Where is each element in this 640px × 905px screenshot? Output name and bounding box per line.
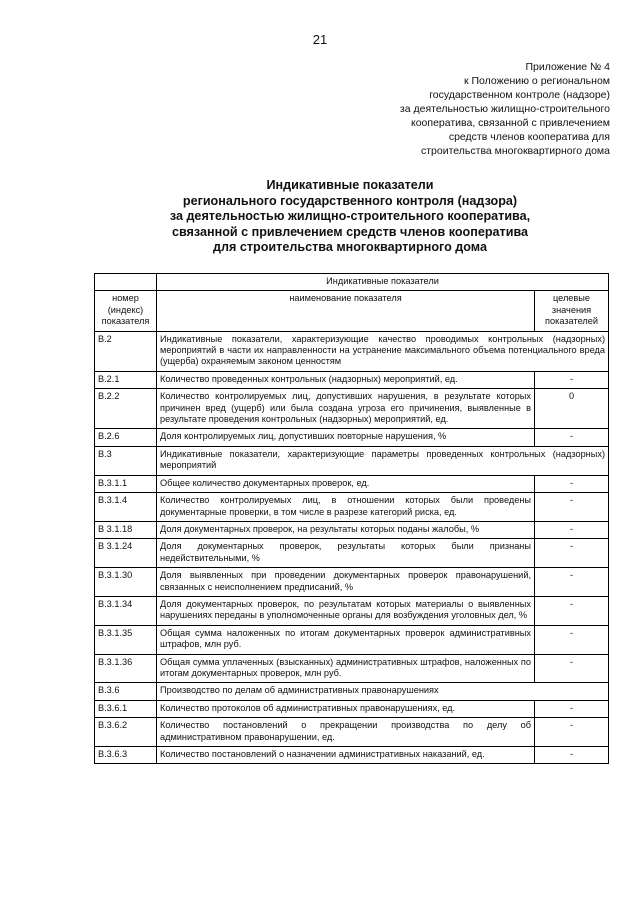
indicator-name: Общее количество документарных проверок, ед. xyxy=(157,475,535,492)
indicator-name: Количество протоколов об административных правонарушениях, ед. xyxy=(157,700,535,717)
document-title xyxy=(60,178,640,256)
table-row xyxy=(95,596,609,625)
indicator-name: Количество постановлений о назначении административных наказаний, ед. xyxy=(157,747,535,764)
appendix-line: строительства многоквартирного дома xyxy=(421,145,610,157)
table-row xyxy=(95,718,609,747)
table-row xyxy=(95,521,609,538)
title-line: Индикативные показатели xyxy=(266,178,434,192)
indicator-code: B.2.1 xyxy=(95,371,157,388)
indicator-code: B.3.1.30 xyxy=(95,568,157,597)
indicator-name: Доля документарных проверок, по результатам которых материалы о выявленных нарушениях переданы в уполномоченные органы для возбуждения уголовных дел, % xyxy=(157,596,535,625)
indicator-name: Общая сумма наложенных по итогам документарных проверок административных штрафов, млн руб. xyxy=(157,625,535,654)
table-row xyxy=(95,389,609,429)
indicators-table xyxy=(94,273,609,764)
indicator-code: B.2.2 xyxy=(95,389,157,429)
table-row xyxy=(95,683,609,700)
indicator-target-value: - xyxy=(535,654,609,683)
indicator-name: Количество контролируемых лиц, допустивших нарушения, в результате которых причинен вред (ущерб) или была создана угроза его причинения, выявленные в результате проведения контрольных (надзорных) мероприятий, ед. xyxy=(157,389,535,429)
table-row xyxy=(95,331,609,371)
table-row xyxy=(95,625,609,654)
appendix-line: средств членов кооператива для xyxy=(448,131,610,143)
table-row xyxy=(95,654,609,683)
indicator-code: B.3.1.34 xyxy=(95,596,157,625)
indicator-code: B.3.1.36 xyxy=(95,654,157,683)
indicator-target-value: - xyxy=(535,625,609,654)
header-empty-cell xyxy=(95,274,157,291)
indicator-code: B.3.6.3 xyxy=(95,747,157,764)
indicator-target-value: - xyxy=(535,747,609,764)
indicator-code: B.2.6 xyxy=(95,429,157,446)
table-row xyxy=(95,446,609,475)
indicator-name: Доля документарных проверок, результаты которых были признаны недействительными, % xyxy=(157,539,535,568)
appendix-line: к Положению о региональном xyxy=(463,75,610,87)
indicator-target-value: - xyxy=(535,596,609,625)
table-row xyxy=(95,493,609,522)
header-code: номер (индекс) показателя xyxy=(95,291,157,331)
indicator-code: B.3.6.1 xyxy=(95,700,157,717)
table-row xyxy=(95,747,609,764)
indicator-name: Количество контролируемых лиц, в отношении которых были проведены документарные проверки, в том числе в разрезе категорий риска, ед. xyxy=(157,493,535,522)
table-header-row xyxy=(95,291,609,331)
page-number: 21 xyxy=(312,32,328,47)
indicator-name: Производство по делам об административных правонарушениях xyxy=(157,683,609,700)
title-line: связанной с привлечением средств членов кооператива xyxy=(171,224,529,239)
indicator-target-value: - xyxy=(535,568,609,597)
indicator-target-value: - xyxy=(535,371,609,388)
table-row xyxy=(95,475,609,492)
appendix-line: кооператива, связанной с привлечением xyxy=(411,117,610,129)
header-value: целевые значения показателей xyxy=(535,291,609,331)
indicator-code: B.2 xyxy=(95,331,157,371)
appendix-header xyxy=(310,60,610,158)
appendix-line: Приложение № 4 xyxy=(525,61,610,73)
indicator-code: B 3.1.24 xyxy=(95,539,157,568)
table-header-row xyxy=(95,274,609,291)
title-line: за деятельностью жилищно-строительного кооператива, xyxy=(169,209,531,224)
header-name: наименование показателя xyxy=(157,291,535,331)
indicator-target-value: - xyxy=(535,700,609,717)
indicator-code: B.3.1.4 xyxy=(95,493,157,522)
indicator-name: Общая сумма уплаченных (взысканных) административных штрафов, наложенных по итогам документарных проверок, млн руб. xyxy=(157,654,535,683)
table-row xyxy=(95,700,609,717)
header-group-cell: Индикативные показатели xyxy=(157,274,609,291)
indicator-code: B.3.6.2 xyxy=(95,718,157,747)
table-row xyxy=(95,371,609,388)
indicator-target-value: - xyxy=(535,718,609,747)
table-row xyxy=(95,568,609,597)
indicator-name: Доля документарных проверок, на результаты которых поданы жалобы, % xyxy=(157,521,535,538)
appendix-line: за деятельностью жилищно-строительного xyxy=(399,103,610,115)
title-line: для строительства многоквартирного дома xyxy=(213,240,487,255)
indicator-code: B.3 xyxy=(95,446,157,475)
indicator-target-value: - xyxy=(535,475,609,492)
indicator-target-value: - xyxy=(535,493,609,522)
indicator-name: Доля контролируемых лиц, допустивших повторные нарушения, % xyxy=(157,429,535,446)
indicator-code: B.3.6 xyxy=(95,683,157,700)
table-row xyxy=(95,539,609,568)
indicator-target-value: 0 xyxy=(535,389,609,429)
title-line: регионального государственного контроля (надзора) xyxy=(182,193,518,208)
indicator-name: Количество постановлений о прекращении производства по делу об административном правонарушении, ед. xyxy=(157,718,535,747)
appendix-line: государственном контроле (надзоре) xyxy=(429,89,610,101)
indicator-target-value: - xyxy=(535,539,609,568)
indicator-code: B.3.1.1 xyxy=(95,475,157,492)
indicator-name: Количество проведенных контрольных (надзорных) мероприятий, ед. xyxy=(157,371,535,388)
indicator-name: Доля выявленных при проведении документарных проверок правонарушений, связанных с неисполнением предписаний, % xyxy=(157,568,535,597)
indicator-target-value: - xyxy=(535,521,609,538)
indicator-code: B.3.1.35 xyxy=(95,625,157,654)
indicator-code: B 3.1.18 xyxy=(95,521,157,538)
indicator-target-value: - xyxy=(535,429,609,446)
indicator-name: Индикативные показатели, характеризующие качество проводимых контрольных (надзорных) мероприятий в части их направленности на устранение максимального объема потенциального вреда (ущерба) охраняемым законом ценностям xyxy=(157,331,609,371)
indicator-name: Индикативные показатели, характеризующие параметры проведенных контрольных (надзорных) мероприятий xyxy=(157,446,609,475)
table-row xyxy=(95,429,609,446)
